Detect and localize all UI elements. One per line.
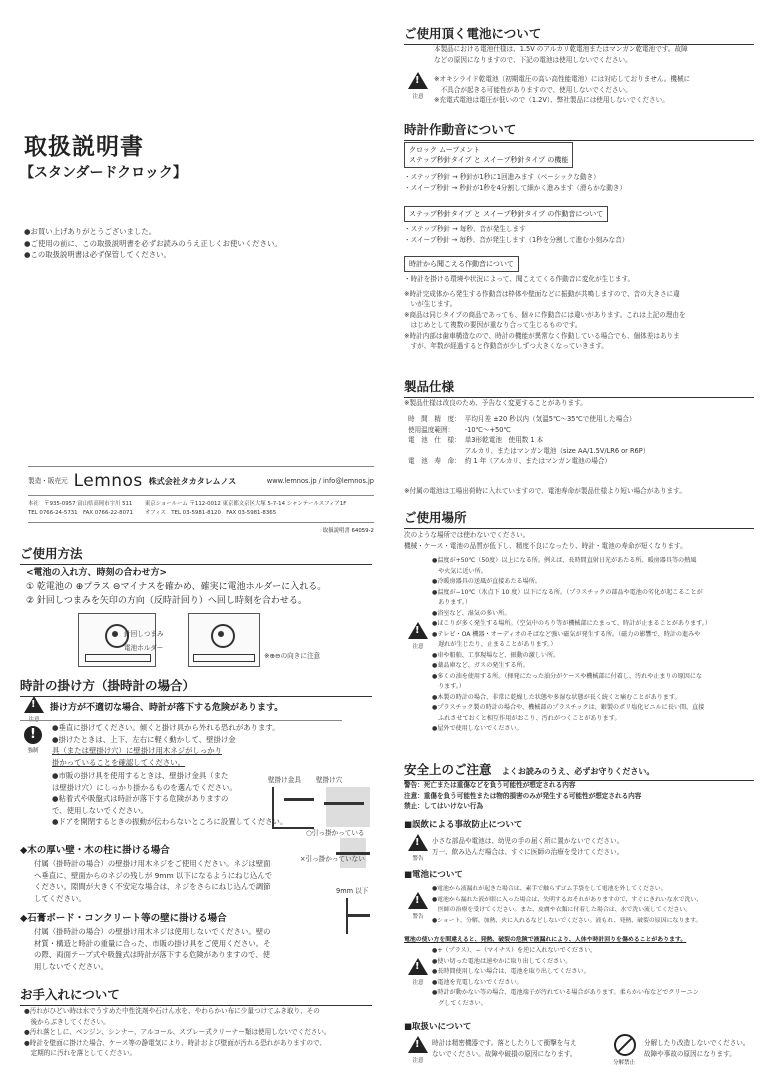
spec-key: 使用温度範囲： — [408, 425, 455, 434]
sound-heard-line: ※商品は同じタイプの商品であっても、個々に作動音には違いがあります。これは上記の理由を — [404, 310, 686, 319]
handling-heading: ■取扱いについて — [404, 1022, 472, 1032]
polarity-note: ※⊕⊖の向きに注意 — [264, 652, 321, 660]
spec-key: 電 池 寿 命： — [408, 457, 461, 465]
company-name: 株式会社タカタレムノス — [148, 476, 237, 486]
dial-label: 針回しつまみ — [124, 630, 164, 638]
place-intro-line: 次のような場所では使わないでください。 — [404, 531, 530, 539]
place-line: あります。） — [432, 599, 472, 606]
safety-heading — [404, 760, 754, 781]
sound-type-list — [404, 224, 628, 245]
place-line: ●薬品庫など、ガスの発生する所。 — [432, 662, 529, 669]
battery-safety-line: ●電池から液漏れが起きた場合は、素手で触らずゴム手袋をして電池を外してください。 — [432, 886, 667, 892]
usage-step: ② 針回しつまみを矢印の方向（反時計回り）へ回し時刻を合わせる。 — [26, 596, 307, 606]
battery-note: 不具合が起きる可能性がありますので、使用しないでください。 — [434, 85, 632, 94]
spec-key — [408, 446, 465, 457]
battery-holder-label: 電池ホルダー — [124, 644, 164, 652]
movement-box-line: クロック ムーブメント — [409, 146, 481, 154]
caution-icon — [408, 958, 428, 975]
screw-figure — [284, 798, 314, 801]
misuse-line: ●+（プラス）、−（マイナス）を逆に入れないでください。 — [432, 947, 597, 954]
battery-note: ※充電式電池は電圧が低いので（1.2V）、弊社製品には使用しないでください。 — [434, 96, 669, 104]
care-line: 後からぶきしてください。 — [24, 1017, 110, 1026]
caution-label: 注意 — [412, 980, 424, 986]
place-line: ●冷暖房器具の送風が直接あたる場所。 — [432, 578, 541, 585]
caution-label: 注意 — [28, 717, 40, 723]
safety-subtitle: よくお読みのうえ、必ずお守りください。 — [501, 767, 655, 776]
disassemble-list — [644, 1038, 750, 1059]
battery-line: 本製品における電池仕様は、1.5V のアルカリ乾電池またはマンガン乾電池です。故障 — [434, 45, 688, 53]
disassemble-prohibited-icon — [614, 1034, 636, 1056]
place-line: ●車や船舶、工事現場など、振動の激しい所。 — [432, 651, 560, 659]
greeting-line: ●お買い上げありがとうございました。 — [24, 227, 157, 236]
place-line: ります。） — [432, 683, 466, 690]
place-line: ●ほこりが多く発生する場所。（空気中のちり等が機械部にたまって、時計が止まることがあります。） — [432, 620, 711, 627]
disassemble-line: 故障や事故の原因になります。 — [644, 1049, 736, 1058]
handling-list — [432, 1038, 577, 1059]
spec-row — [408, 446, 653, 457]
place-line: ●木製の時計の場合、非常に乾燥した状態や多湿な状態が長く続くと痛むことがあります。 — [432, 693, 681, 701]
legend-line: 注意：重傷を負う可能性または物的損害のみが発生する可能性が想定される内容 — [404, 791, 642, 800]
spec-value: 約 1 年（アルカリ、またはマンガン電池の場合） — [464, 457, 612, 465]
place-line: 遅れが生じたり、止まることがあります。） — [432, 641, 557, 648]
battery-safety-line: ●ショート、分解、加熱、火に入れるなどしないでください。液もれ、発熱、破裂の原因になります。 — [432, 917, 702, 924]
movement-list — [404, 172, 626, 193]
misuse-line: ●長時間使用しない場合は、電池を取り出してください。 — [432, 968, 590, 975]
greeting-line: ●この取扱説明書は必ず保管してください。 — [24, 250, 171, 259]
spec-note: ※製品仕様は改良のため、予告なく変更することがあります。 — [404, 399, 587, 407]
sound-heading: 時計作動音について — [404, 120, 754, 141]
hanging-heading: 時計の掛け方（掛時計の場合） — [20, 676, 372, 697]
sound-heard-line: ・時計を掛ける環境や状況によって、聞こえてくる作動音に変化が生じます。 — [404, 275, 635, 283]
accident-list — [432, 836, 623, 857]
divider — [28, 495, 374, 496]
clock-back-diagram — [78, 613, 156, 667]
movement-box — [404, 142, 573, 168]
handling-line: ないでください。故障や破損の原因になります。 — [432, 1049, 577, 1058]
sound-heard-line: はじめとして複数の要因が重なり合って生じるものです。 — [404, 321, 582, 329]
greeting-line: ●ご使用の前に、この取扱説明書を必ずお読みのうえ正しくお使いください。 — [24, 238, 282, 248]
force-label: 強制 — [27, 748, 39, 754]
place-line: ●プラスチック製の時計の場合や、機械部のプラスチックは、銀製のポリ塩化ビニルに長い間、直接 — [432, 704, 705, 711]
misuse-line: ●電池を充電しないでください。 — [432, 978, 523, 986]
sound-heard-line: いが生じます。 — [404, 300, 457, 308]
tokyo-address: 東京ショールーム 〒112-0012 東京都文京区大塚 5-7-14 シャンテールスフィア1F — [144, 501, 347, 507]
screw-figure-4 — [348, 914, 370, 917]
doc-number: 取扱説明書 64059-2 — [322, 528, 374, 534]
spec-key: 電 池 仕 様： — [408, 436, 461, 444]
hanging-line: ●ドアを開閉するときの振動が伝わらないところに設置してください。 — [52, 817, 288, 826]
board-line: の際、両面テープ式や吸盤式は時計が落下する危険がありますので、使 — [34, 950, 270, 959]
greeting-list — [24, 226, 374, 261]
care-list — [24, 1006, 376, 1059]
maker-label: 製造・販売元 — [28, 476, 68, 485]
disassemble-line: 分解したり改造しないでください。 — [644, 1039, 750, 1047]
mandatory-icon: ! — [24, 726, 42, 744]
battery-notes — [434, 74, 754, 106]
sound-heard-line: ※時計内部は歯車構造なので、時計の機能が異常なく作動している場合でも、個体差はありま — [404, 331, 680, 340]
board-line: 付属（掛時計の場合）の壁掛け用木ネジは使用しないでください。壁の — [34, 927, 271, 936]
usage-step: ① 乾電池の ⊕プラス ⊖マイナスを確かめ、確実に電池ホルダーに入れる。 — [26, 582, 327, 592]
battery-intro — [434, 44, 754, 65]
clock-back-diagram-2 — [188, 613, 260, 667]
hanging-line: で、使用しないでください。 — [52, 805, 148, 815]
place-intro-line: 機械・ケース・電池の品質が低下し、精度不良になったり、時計・電池の寿命が短くなります。 — [404, 541, 687, 550]
safety-legend — [404, 780, 641, 812]
brand-logo: Lemnos — [73, 471, 143, 491]
accident-heading: ■誤飲による事故防止について — [404, 820, 523, 830]
place-intro — [404, 530, 687, 551]
fig-label-hole: 壁掛け穴 — [316, 776, 343, 784]
hanging-warning: 掛け方が不適切な場合、時計が落下する危険があります。 — [50, 703, 284, 713]
warning-label: 警告 — [412, 856, 424, 862]
spec-heading: 製品仕様 — [404, 377, 754, 398]
company-block — [28, 466, 374, 534]
battery-safety-line: ●電池から漏れた液が眼に入った場合は、失明するおそれがありますので、すぐにきれいな水で洗い、 — [432, 896, 703, 903]
place-line: ●多くの油を使用する所。（揮発にたった油分がケースや機械部に付着し、汚れや止まりの原因にな — [432, 672, 703, 680]
caution-label: 注意 — [412, 1058, 424, 1064]
hole-figure — [326, 787, 370, 827]
warning-icon — [408, 834, 428, 851]
hanging-line: ●市販の掛け具を使用するときは、壁掛け金具（また — [52, 771, 229, 780]
caution-label: 注意 — [412, 644, 424, 650]
sound-heard-line: すが、年数が経過すると作動音が少しずつ大きくなっていきます。 — [404, 342, 608, 350]
spec-row — [408, 435, 653, 446]
battery-heading: ご使用頂く電池について — [404, 24, 754, 45]
safety-title: 安全上のご注意 — [404, 762, 492, 777]
spec-key: 時 間 精 度： — [408, 415, 461, 423]
fig-ng-label: ×引っ掛かっていない — [300, 855, 365, 863]
legend-line: 禁止：してはいけない行為 — [404, 802, 484, 810]
wood-line: ください。隙間が大きく不安定な場合は、ネジをさらにねじ込んで調節 — [34, 882, 271, 891]
usage-steps — [26, 580, 326, 608]
hanging-line: 掛かっていることを確認してください。 — [52, 757, 186, 767]
misuse-heading: 電池の使い方を間違えると、発熱、破裂の危険で液漏れにより、人体や時計回りを傷めることがあります。 — [404, 937, 687, 943]
care-line: ●時計を壁面に掛けた場合、ケース等の静電気により、時計および壁面が汚れる恐れがありますので、 — [24, 1038, 327, 1047]
hanging-instructions — [52, 722, 292, 828]
misuse-line: ●使い切った電池は速やかに取り出してください。 — [432, 957, 572, 965]
spec-table — [408, 414, 653, 467]
usage-heading: ご使用方法 — [20, 544, 372, 565]
wood-line: 付属（掛時計の場合）の壁掛け用木ネジをご使用ください。ネジは壁面 — [34, 859, 271, 868]
board-text — [34, 926, 334, 972]
hanging-line: ●掛けたときは、上下、左右に軽く動かして、壁掛け金 — [52, 734, 236, 744]
sound-heard-line: ※時計完成体から発生する作動音は枠体や壁面などに振動が共鳴しますので、音の大きさに違 — [404, 289, 680, 298]
misuse-line: グしてください。 — [432, 999, 487, 1007]
board-line: 用しないでください。 — [34, 961, 108, 971]
sound-type-box: ステップ秒針タイプ と スイープ秒針タイプ の作動音について — [404, 206, 608, 222]
battery-note: ※オキシライド乾電池（初期電圧の高い高性能電池）には対応しておりません。機械に — [434, 75, 691, 83]
misuse-line: ●時計が動かない等の場合、電池端子が汚れている場合があります。柔らかい布などでクリーニン — [432, 989, 699, 996]
fig-label-bracket: 壁掛け金具 — [268, 776, 301, 784]
bracket-figure — [272, 787, 314, 829]
movement-line: ・ステップ秒針 → 秒針が1秒に1回進みます（ベーシックな動き） — [404, 173, 600, 181]
place-line: ●屋外で使用しないでください。 — [432, 725, 523, 732]
warning-label: 警告 — [412, 914, 424, 920]
warning-icon — [408, 892, 428, 909]
tokyo-office: オフィス — [144, 510, 166, 516]
place-line: ●温度が+50℃（50度）以上になる所。例えば、長時間直射日光があたる所、暖房器具等の熱風 — [432, 557, 697, 564]
disassemble-label: 分解禁止 — [612, 1060, 635, 1066]
movement-line: ・スイープ秒針 → 秒針が1秒を4分割して細かく進みます（滑らかな動き） — [404, 183, 627, 192]
battery-line: などの原因になりますので、下記の電池は使用しないでください。 — [434, 55, 632, 64]
divider — [28, 466, 374, 467]
hanging-line: 具（または壁掛け穴）に壁掛け用木ネジがしっかり — [52, 746, 222, 755]
divider — [20, 720, 342, 721]
usage-subheading: <電池の入れ方、時刻の合わせ方> — [26, 568, 168, 578]
place-heading: ご使用場所 — [404, 508, 754, 529]
accident-line: 小さな部品や電池は、幼児の手の届く所に置かないでください。 — [432, 837, 624, 845]
divider — [28, 522, 374, 523]
hanging-line: ●粘着式や吸盤式は時計が落下する危険がありますの — [52, 794, 229, 803]
sound-heard-list — [404, 274, 756, 352]
wood-line: してください。 — [34, 893, 86, 903]
spec-value: -10℃〜+50℃ — [464, 425, 511, 434]
page-subtitle: 【スタンダードクロック】 — [20, 165, 187, 181]
legend-line: 警告：死亡または重傷などを負う可能性が想定される内容 — [404, 781, 576, 789]
place-line: や火気に近い所。 — [432, 567, 487, 575]
battery-safety-list — [432, 884, 702, 926]
battery-safety-line: 医師の治療を受けてください。また、皮膚や衣類に付着した場合は、水で洗い流してください。 — [432, 907, 692, 913]
caution-icon — [24, 696, 44, 713]
hq-address: 本社 〒935-0957 富山県高岡市宇川 511 — [28, 501, 133, 507]
place-line: ●温度が−10℃（氷点下 10 度）以下になる所。（プラスチックの部品や電池の劣化が起こることが — [432, 588, 703, 596]
board-line: 材質・構造と時計の重量に合った、市販の掛け具をご使用ください。そ — [34, 938, 271, 948]
spec-row — [408, 456, 653, 467]
movement-box-line: ステップ秒針タイプ と スイープ秒針タイプ の機能 — [409, 156, 569, 164]
fig-ok-label: ○引っ掛かっている — [306, 829, 365, 837]
misuse-list — [432, 946, 699, 1009]
caution-icon — [408, 622, 428, 639]
fig-9mm-label: 9mm 以下 — [336, 887, 369, 895]
caution-icon — [408, 1036, 428, 1053]
care-heading: お手入れについて — [20, 985, 372, 1006]
caution-label: 注意 — [412, 94, 424, 100]
hq-tel: TEL 0766-24-5731 FAX 0766-22-8071 — [28, 510, 133, 516]
sound-type-line: ・ステップ秒針 → 毎秒、音が発生します — [404, 225, 526, 233]
tokyo-tel: TEL 03-5981-8120 FAX 03-5981-8365 — [171, 510, 277, 516]
spec-footer: ※付属の電池は工場出荷時に入れていますので、電池寿命が製品仕様より短い場合があります。 — [404, 487, 686, 495]
company-web[interactable]: www.lemnos.jp / info@lemnos.jp — [266, 476, 374, 485]
sound-type-line: ・スイープ秒針 → 毎秒、音が発生します（1秒を分割して進む小刻みな音） — [404, 235, 629, 244]
page-title: 取扱説明書 — [24, 134, 144, 160]
handling-line: 時計は精密機器です。落としたりして衝撃を与え — [432, 1039, 577, 1047]
battery-safety-heading: ■電池について — [404, 870, 463, 880]
accident-line: 万一、飲み込んだ場合は、すぐに医師の治療を受けてください。 — [432, 847, 624, 856]
hanging-line: ●垂直に掛けてください。傾くと掛け具から外れる恐れがあります。 — [52, 723, 280, 732]
spec-row — [408, 414, 653, 425]
sound-heard-box: 時計から聞こえる作動音について — [404, 256, 519, 272]
spec-value: 平均月差 ±20 秒以内（気温5℃〜35℃で使用した場合） — [464, 415, 636, 423]
hanging-line: は壁掛け穴）にしっかり掛かるものを選んでください。 — [52, 782, 237, 792]
place-line: ●浴室など、湿気の多い所。 — [432, 609, 511, 617]
care-line: ●汚れがひどい時は水でうすめた中性洗剤や石けん水を、やわらかい布に少量つけてふき取り、その — [24, 1007, 320, 1015]
spec-row — [408, 425, 653, 436]
screw-figure-2 — [324, 802, 364, 805]
wood-text — [34, 858, 334, 904]
spec-value: アルカリ、またはマンガン電池（size AA/1.5V/LR6 or R6P） — [464, 446, 650, 455]
care-line: 定期的に汚れを落としてください。 — [24, 1049, 137, 1057]
board-heading: ◆石膏ボード・コンクリート等の壁に掛ける場合 — [20, 913, 227, 924]
caution-icon — [408, 72, 428, 89]
wood-heading: ◆木の厚い壁・木の柱に掛ける場合 — [20, 845, 170, 856]
spec-value: 単3形乾電池 使用数 1 本 — [464, 436, 544, 444]
place-line: ●テレビ・OA 機器・オーディオのそばなど強い磁気が発生する所。（磁力の影響で、時計の進みや — [432, 630, 701, 638]
place-list — [432, 556, 754, 735]
wood-line: へ垂直に、壁面からのネジの残しが 9mm 以下になるようにねじ込んで — [34, 870, 273, 880]
place-line: ふれさせておくと相互作用がおこり、汚れがつくことがあります。 — [432, 714, 621, 722]
care-line: ●汚れ落としに、ベンジン、シンナー、アルコール、スプレー式クリーナー類は使用しないでください。 — [24, 1028, 331, 1036]
